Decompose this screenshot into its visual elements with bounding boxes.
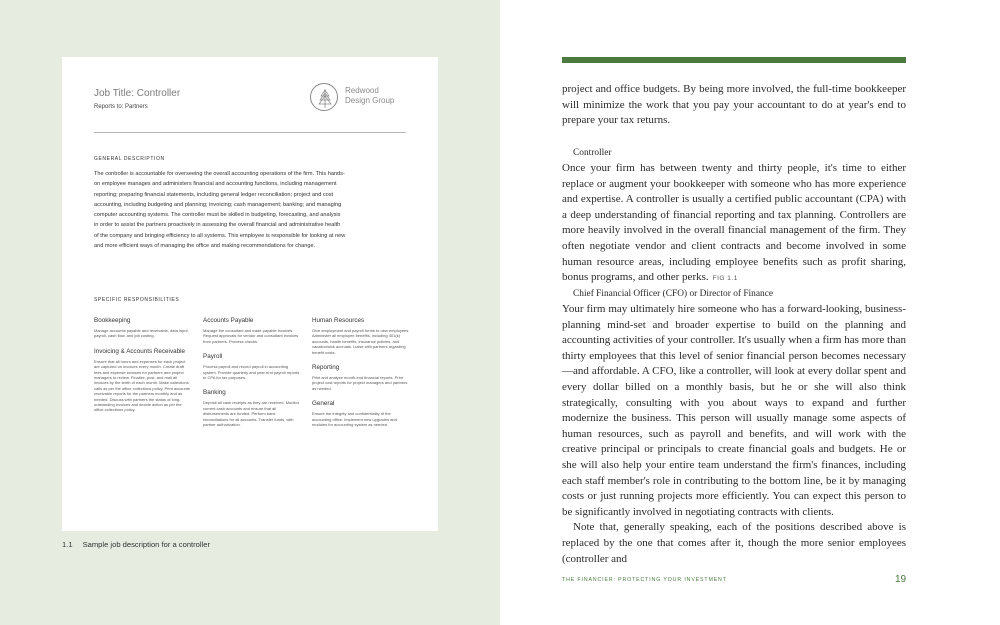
page-number: 19 (895, 574, 907, 585)
body-paragraph: project and office budgets. By being more involved, the full-time bookkeeper will minimize the work that you pay your accountant to do at year's end to prepare your tax returns. (562, 83, 906, 127)
logo-text (345, 86, 394, 106)
responsibility-column-3 (312, 317, 410, 436)
specific-responsibilities-heading: SPECIFIC RESPONSIBILITIES (94, 297, 180, 303)
figure-caption (62, 540, 210, 549)
responsibility-text: Manage the consultant and trade payable invoices. Request approvals for vendor and consultant invoices from partners. Process checks. (203, 328, 299, 344)
responsibility-text: Manage accounts payable and receivable, data input, payroll, cash flow, and job costing. (94, 328, 189, 339)
responsibility-text: Deposit all cash receipts as they are received. Monitor current cash accounts and ensure that all disbursements are funded. Perform bank reconciliations for all accounts. Transfer funds, with partner authorization. (203, 400, 300, 428)
responsibility-item (312, 364, 410, 391)
closing-paragraph: Note that, generally speaking, each of the positions described above is replaced by the one that comes after it, though the more senior employees (controller and (562, 521, 906, 565)
responsibility-column-1 (94, 317, 192, 422)
body-paragraph (562, 161, 906, 287)
header-accent-bar (562, 57, 906, 63)
responsibility-title: Accounts Payable (203, 317, 254, 324)
job-title: Job Title: Controller (94, 88, 181, 99)
responsibility-item (94, 348, 192, 413)
responsibility-title: General (312, 400, 335, 408)
responsibility-item (203, 317, 301, 344)
logo-line-1: Redwood (345, 86, 379, 95)
job-description-card (62, 57, 438, 531)
controller-heading: Controller (573, 148, 612, 158)
divider (94, 132, 406, 133)
responsibility-column-2 (203, 317, 301, 436)
reports-to: Reports to: Partners (94, 104, 148, 110)
running-footer: THE FINANCIER: PROTECTING YOUR INVESTMENT (562, 577, 727, 583)
responsibility-item (312, 400, 410, 427)
tree-icon (310, 83, 338, 111)
cfo-heading: Chief Financial Officer (CFO) or Director of Finance (573, 289, 774, 299)
responsibility-title: Payroll (203, 353, 223, 361)
responsibility-title: Reporting (312, 364, 340, 372)
responsibility-title: Bookkeeping (94, 317, 131, 324)
responsibility-item (203, 389, 301, 427)
responsibility-text: Print and analyze month-end financial reports. Print project cost reports for project managers and partners as needed. (312, 375, 408, 391)
responsibility-text: Ensure the integrity and confidentiality of the accounting office. Implement new upgrades and modules for accounting system as needed. (312, 411, 397, 428)
responsibility-text: Give employment and payroll forms to new employees. Administer all employee benefits, including 401(k) accounts, health benefits, insurance policies, and vacation/sick accruals. Liaise with partners regarding benefit costs. (312, 328, 410, 355)
body-text-block-2 (562, 161, 906, 287)
responsibility-text: Ensure that all hours and expenses for each project are captured on invoices every month. Create draft fees and expense invoices for partners and project managers to review. Finalize, post, and mail all invoices by the tenth of each month. Make collections calls as per the office collections policy. Print accounts receivable reports for the partners monthly and as needed. Discuss with partners the status of long-outstanding invoices and decide action as per the office collections policy. (94, 358, 190, 413)
body-text-block-1 (562, 82, 906, 129)
general-description-heading: GENERAL DESCRIPTION (94, 156, 165, 162)
responsibility-title: Banking (203, 389, 226, 397)
caption-number: 1.1 (62, 540, 73, 549)
responsibility-title: Invoicing & Accounts Receivable (94, 347, 186, 355)
company-logo (310, 83, 430, 117)
figure-reference: FIG 1.1 (712, 275, 738, 283)
responsibility-title: Human Resources (312, 317, 365, 324)
responsibility-item (203, 353, 301, 380)
responsibility-item (312, 317, 410, 355)
general-description-text: The controller is accountable for overseeing the overall accounting operations of the firm. This hands-on employee manages and administers financial and accounting functions, including management reporting; preparing financial statements, including general ledger reconciliation; project and cost accounting, including budgeting and planning; invoicing; cash management; banking; and managing computer accounting systems. The controller must be skilled in budgeting, forecasting, and analysis in order to assist the partners proactively in assessing the overall financial and administrative health of the company and bringing efficiency to all systems. This employee is responsible for looking at new and more efficient ways of managing the office and making recommendations for change. (94, 171, 346, 250)
responsibility-text: Process payroll and record payroll in accounting system. Provide quarterly and year-end payroll reports to CPA for tax purposes. (203, 364, 300, 381)
body-text-block-3 (562, 302, 906, 567)
cfo-paragraph: Your firm may ultimately hire someone who has a forward-looking, business-planning mind-set and broader expertise to build on the planning and accounting activities of your controller. It's usually when a firm has more than thirty employees that this level of senior financial person becomes necessary—and affordable. A CFO, like a controller, will look at every dollar spent and every dollar billed on a monthly basis, but he or she will also think strategically, consulting with you about ways to expand and further modernize the business. This person will usually manage some aspects of human resources, such as payroll and benefits, and will work with the creative principal or principals to create financial goals and budgets. He or she will also help your entire team understand the firm's finances, including each staff member's role in contributing to the bottom line, be it by managing costs or just running projects more efficiently. You can expect this person to be significantly involved in negotiating contracts with clients. (562, 303, 906, 518)
responsibility-item (94, 317, 192, 339)
controller-paragraph: Once your firm has between twenty and thirty people, it's time to either replace or augment your bookkeeper with someone who has more experience and expertise. A controller is usually a certified public accountant (CPA) with a deep understanding of financial reporting and tax planning. Controllers are more heavily involved in the overall financial management of the firm. They often negotiate vendor and client contracts and become involved in some human resource areas, including employee benefits such as profit sharing, bonus programs, and other perks. (562, 162, 906, 284)
logo-line-2: Design Group (345, 96, 395, 105)
caption-text: Sample job description for a controller (82, 540, 211, 549)
